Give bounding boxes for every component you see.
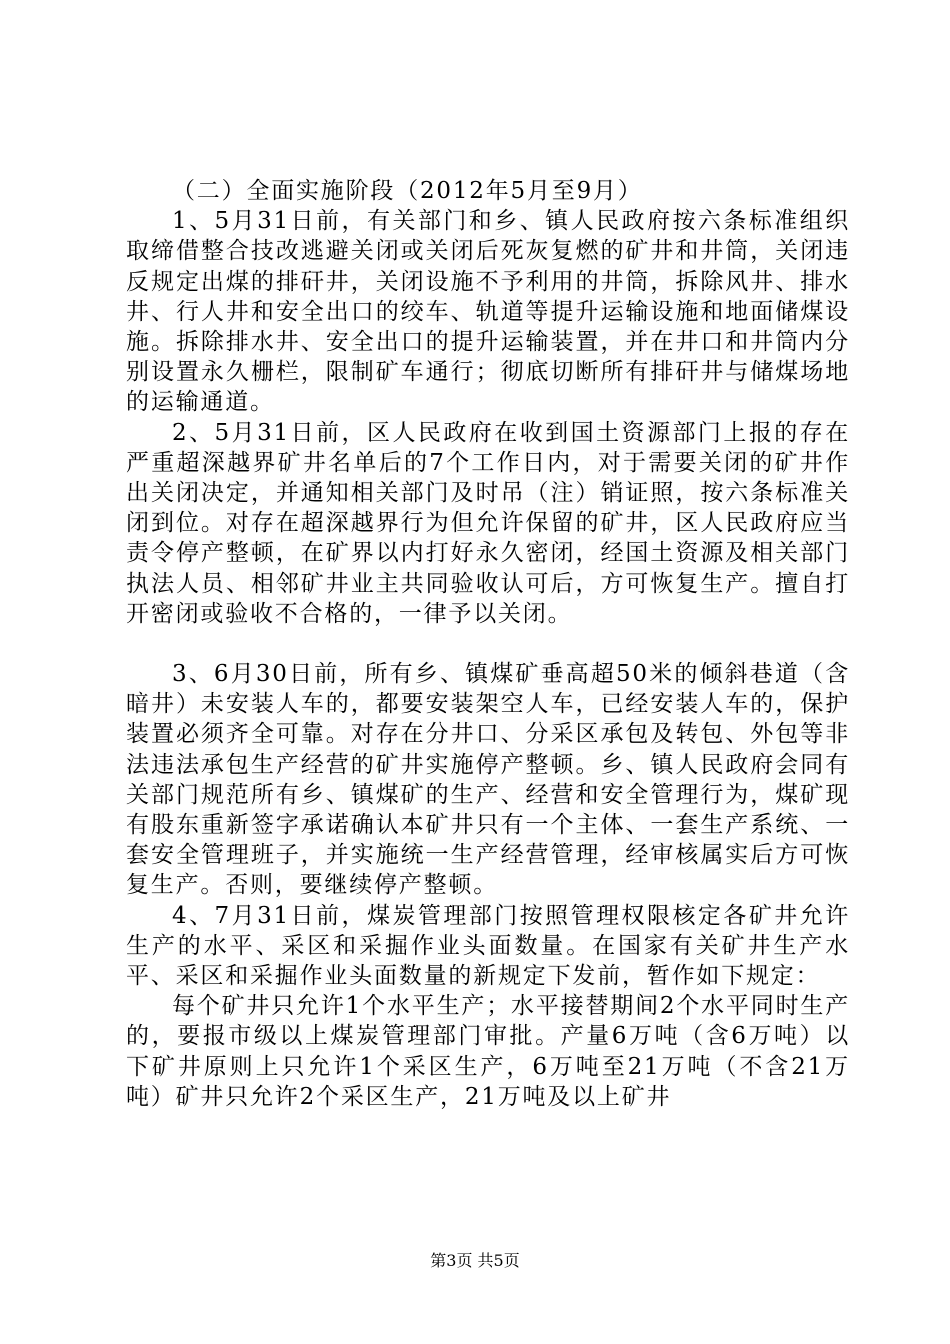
- page-number-footer: 第3页 共5页: [430, 1251, 520, 1270]
- paragraph-item-3: 3、6月30日前，所有乡、镇煤矿垂高超50米的倾斜巷道（含暗井）未安装人车的，都要安装架空人车，已经安装人车的，保护装置必须齐全可靠。对存在分井口、分采区承包及转包、外包等非法违法承包生产经营的矿井实施停产整顿。乡、镇人民政府会同有关部门规范所有乡、镇煤矿的生产、经营和安全管理行为，煤矿现有股东重新签字承诺确认本矿井只有一个主体、一套生产系统、一套安全管理班子，并实施统一生产经营管理，经审核属实后方可恢复生产。否则，要继续停产整顿。: [126, 661, 850, 899]
- paragraph-item-1: 1、5月31日前，有关部门和乡、镇人民政府按六条标准组织取缔借整合技改逃避关闭或关闭后死灰复燃的矿井和井筒，关闭违反规定出煤的排矸井，关闭设施不予利用的井筒，拆除风井、排水井、行人井和安全出口的绞车、轨道等提升运输设施和地面储煤设施。拆除排水井、安全出口的提升运输装置，并在井口和井筒内分别设置永久栅栏，限制矿车通行；彻底切断所有排矸井与储煤场地的运输通道。: [126, 208, 850, 416]
- paragraph-item-2: 2、5月31日前，区人民政府在收到国土资源部门上报的存在严重超深越界矿井名单后的7个工作日内，对于需要关闭的矿井作出关闭决定，并通知相关部门及时吊（注）销证照，按六条标准关闭到位。对存在超深越界行为但允许保留的矿井，区人民政府应当责令停产整顿，在矿界以内打好永久密闭，经国土资源及相关部门执法人员、相邻矿井业主共同验收认可后，方可恢复生产。擅自打开密闭或验收不合格的，一律予以关闭。: [126, 419, 850, 627]
- paragraph-item-4: 4、7月31日前，煤炭管理部门按照管理权限核定各矿井允许生产的水平、采区和采掘作业头面数量。在国家有关矿井生产水平、采区和采掘作业头面数量的新规定下发前，暂作如下规定：: [126, 902, 850, 990]
- section-heading: （二）全面实施阶段（2012年5月至9月）: [172, 178, 643, 204]
- document-body: [126, 176, 850, 1112]
- paragraph-item-4-detail: 每个矿井只允许1个水平生产；水平接替期间2个水平同时生产的，要报市级以上煤炭管理部门审批。产量6万吨（含6万吨）以下矿井原则上只允许1个采区生产，6万吨至21万吨（不含21万吨）矿井只允许2个采区生产，21万吨及以上矿井: [126, 993, 850, 1110]
